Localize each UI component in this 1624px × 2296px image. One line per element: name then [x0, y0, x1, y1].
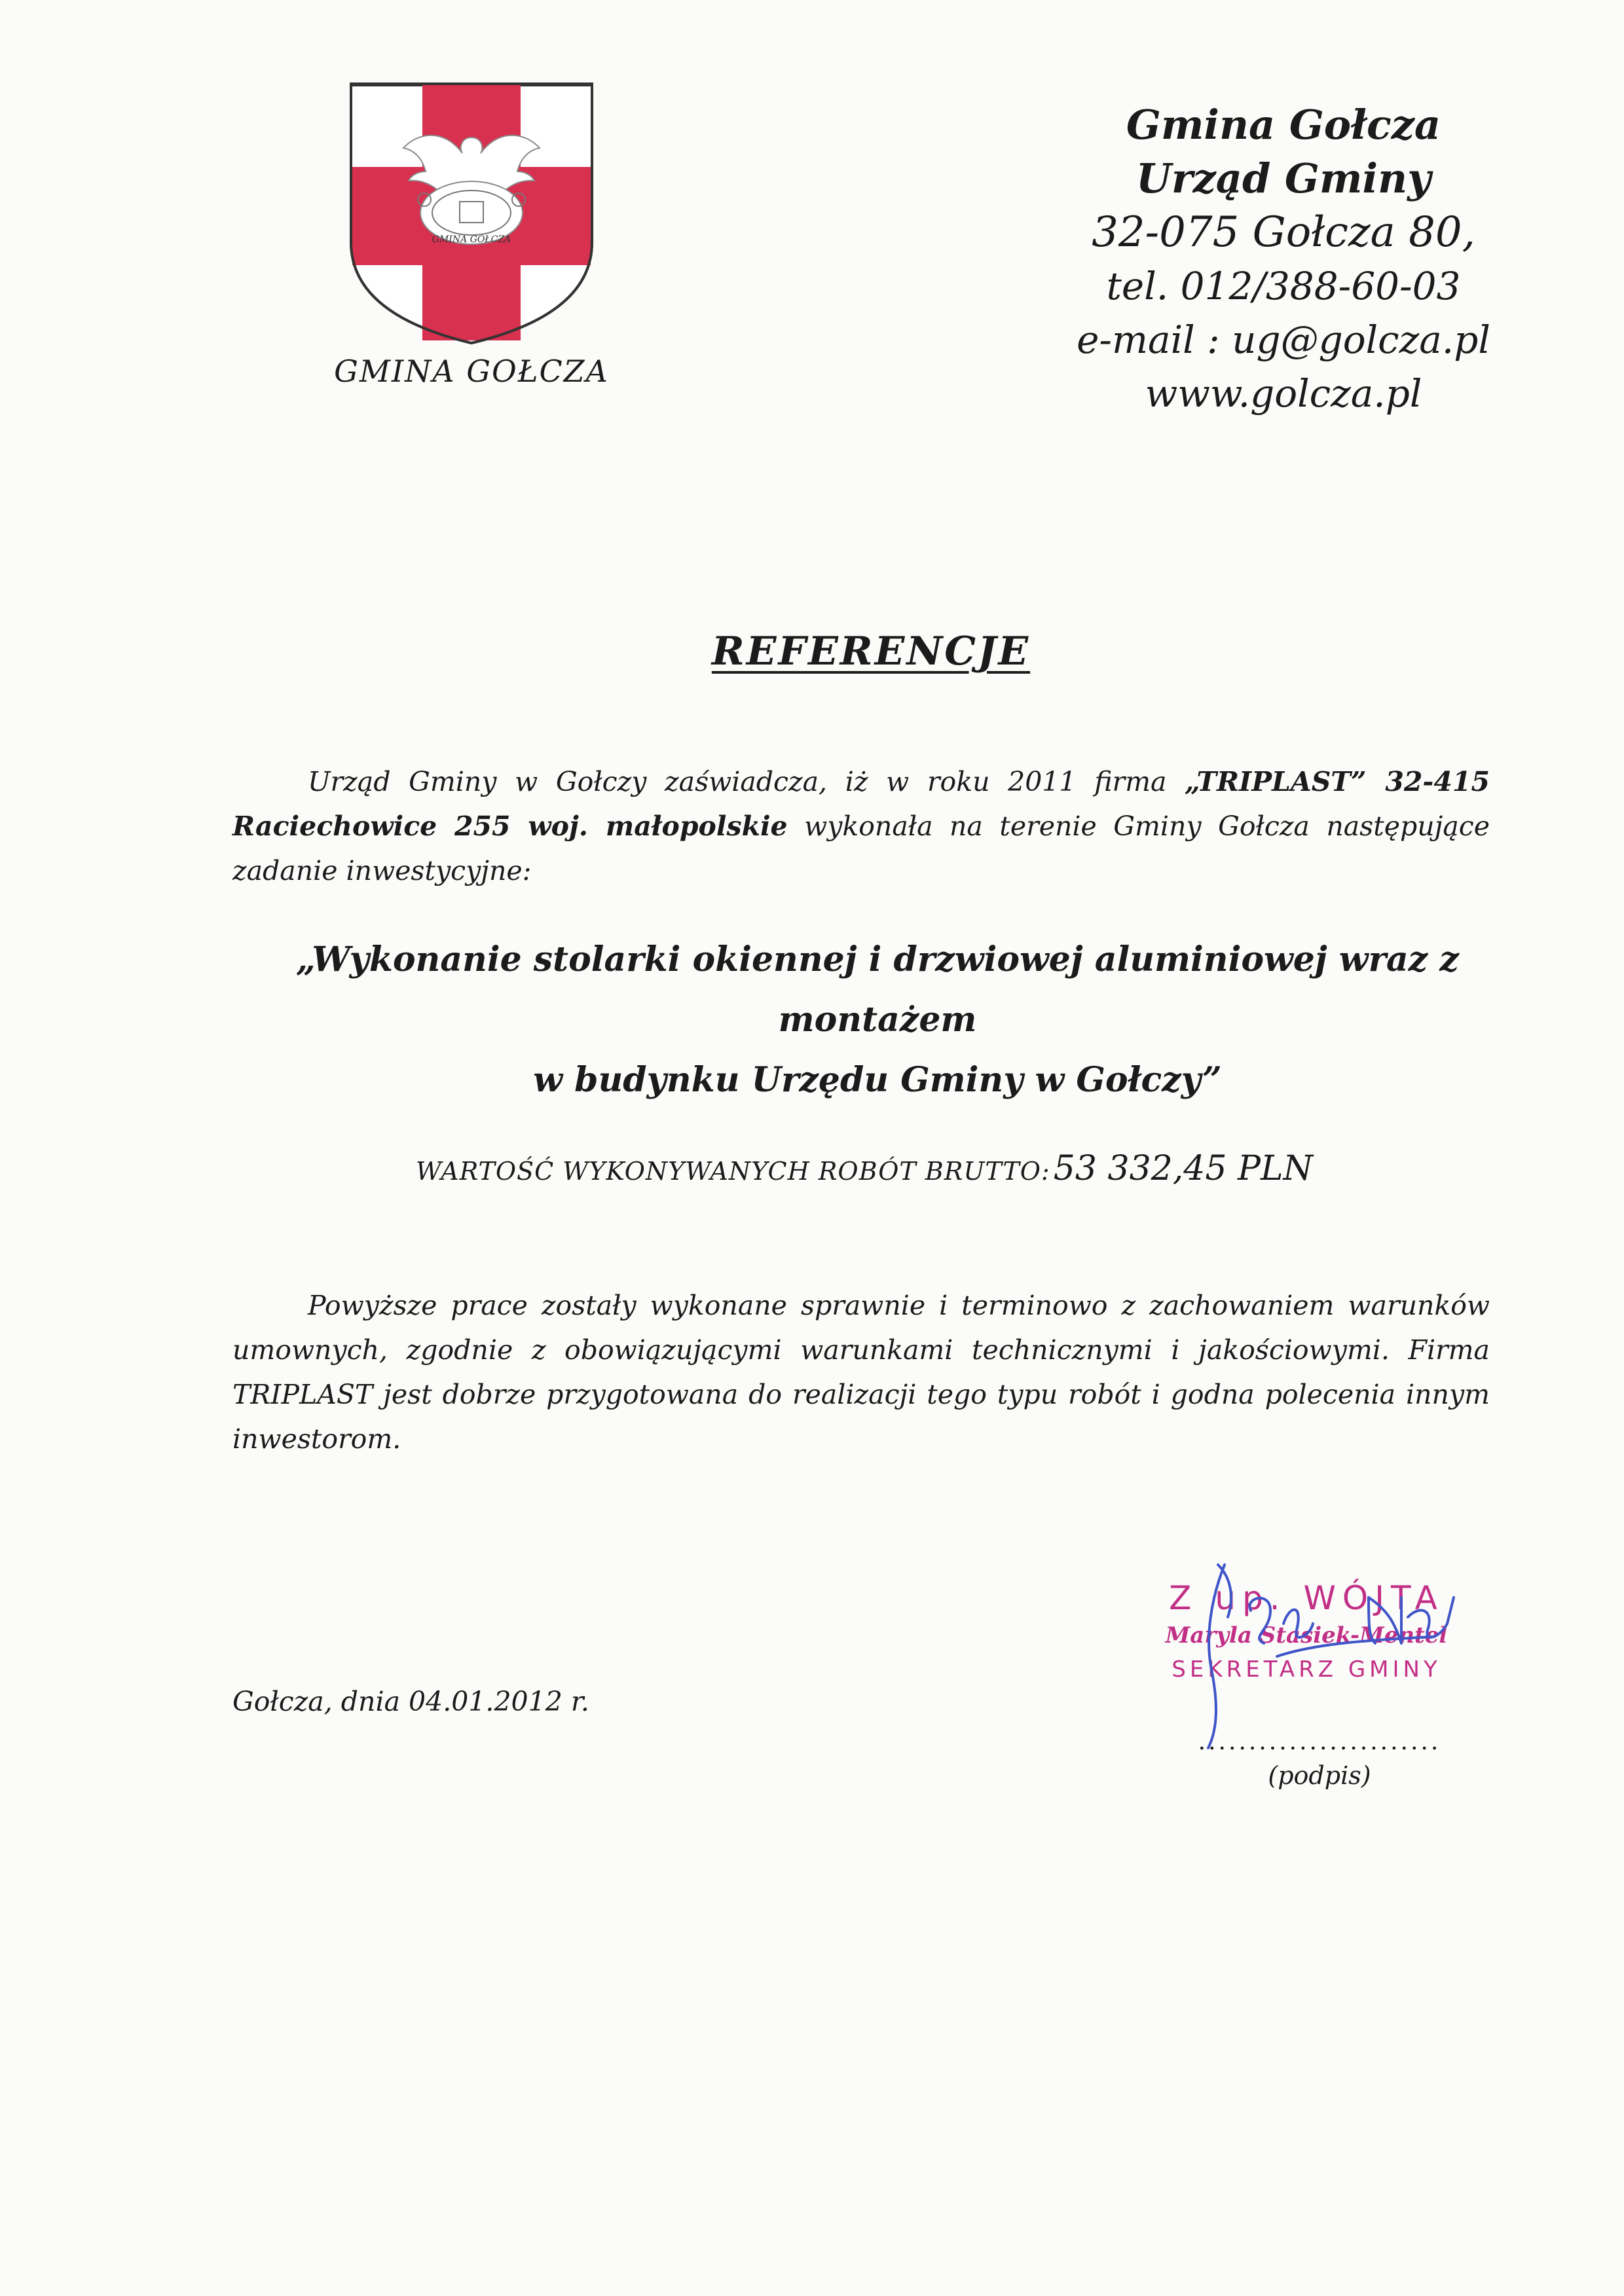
address-street: 32-075 Gołcza 80, — [1092, 208, 1475, 257]
stamp-line-1: Z up. WÓJTA — [1169, 1579, 1444, 1617]
stamp-line-2: Maryla Stasiek-Mentel — [1165, 1622, 1448, 1649]
signature-line: ........................ — [1198, 1728, 1441, 1755]
intro-text-1: Urząd Gminy w Gołczy zaświadcza, iż w roku 2011 firma — [308, 766, 1185, 797]
letterhead-address — [1035, 98, 1532, 420]
task-line-2: w budynku Urzędu Gminy w Gołczy” — [533, 1060, 1222, 1100]
document-title: REFERENCJE — [711, 629, 1031, 674]
signature-caption: (podpis) — [1268, 1761, 1371, 1790]
svg-text:GMINA GOŁCZA: GMINA GOŁCZA — [432, 234, 511, 245]
address-municipality: Gmina Gołcza — [1126, 101, 1441, 149]
task-description — [288, 930, 1467, 1110]
value-amount: 53 332,45 PLN — [1053, 1149, 1313, 1188]
address-website: www.golcza.pl — [1145, 371, 1422, 416]
issue-date: Gołcza, dnia 04.01.2012 r. — [232, 1686, 589, 1717]
intro-company: „TRIPLAST” 32-415 Raciechowice 255 woj. małopolskie — [232, 766, 1490, 842]
intro-text-2: wykonała na terenie Gminy Gołcza następujące zadanie inwestycyjne: — [232, 811, 1490, 886]
coat-caption: GMINA GOŁCZA — [334, 354, 609, 389]
task-line-1: „Wykonanie stolarki okiennej i drzwiowej aluminiowej wraz z montażem — [296, 939, 1459, 1040]
address-office: Urząd Gminy — [1135, 155, 1431, 202]
handwritten-signature — [1172, 1558, 1473, 1755]
closing-paragraph: Powyższe prace zostały wykonane sprawnie i terminowo z zachowaniem warunków umownych, zgodnie z obowiązującymi warunkami technicznymi i jakościowymi. Firma TRIPLAST jest dobrze przygotowana do realizacji tego typu robót i godna polecenia innym inwestorom. — [232, 1290, 1490, 1455]
address-email: e-mail : ug@golcza.pl — [1077, 318, 1490, 362]
stamp-line-3: SEKRETARZ GMINY — [1172, 1656, 1441, 1683]
intro-paragraph — [232, 759, 1490, 893]
contract-value — [406, 1149, 1323, 1188]
coat-of-arms-logo — [347, 79, 596, 347]
value-label: WARTOŚĆ WYKONYWANYCH ROBÓT BRUTTO: — [416, 1157, 1050, 1186]
address-phone: tel. 012/388-60-03 — [1106, 264, 1461, 308]
